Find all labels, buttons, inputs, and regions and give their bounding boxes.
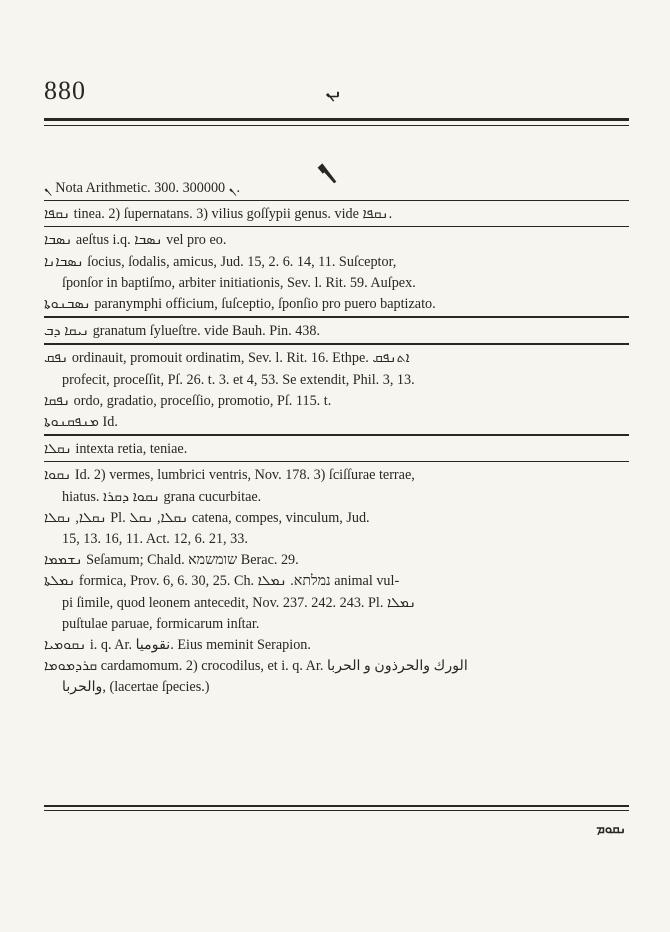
entry-line: 15, 13. 16, 11. Act. 12, 6. 21, 33. [62, 531, 248, 548]
entry-line: ܢܩܠܐ intexta retia, teniae. [44, 441, 188, 458]
entry-line: ſponſor in baptiſmo, arbiter initiationis, Sev. l. Rit. 59. Auſpex. [62, 274, 416, 291]
footer-rule-thick [44, 805, 629, 807]
entry-line: ܢܦܩ ordinauit, promouit ordinatim, Sev. l. Rit. 16. Ethpe. ܐܬܢܦܩ [44, 350, 410, 367]
entry-line: ﻭﺍﻟﺤﺮﺑﺎ, (lacertae ſpecies.) [62, 679, 210, 696]
entry-line: ܢܣܒܐ aeſtus i.q. ܢܣܒܐ vel pro eo. [44, 232, 227, 249]
entry-line: ܩܪܕܡܘܡܐ cardamomum. 2) crocodilus, et i. q. Ar. الورك والحرذون و الحربا [44, 658, 468, 675]
catchword: ܢܩܘܡ [596, 822, 626, 837]
entry-line: ܢܩܠܐ, ܢܩܠܐ Pl. ܢܩܠܐ, ܢܩܠ catena, compes, vinculum, Jud. [44, 509, 370, 526]
entry-line: hiatus. ܢܩܘܐ ܕܩܪܐ grana cucurbitae. [62, 488, 262, 505]
entry-line: ܢܣܒܐܢܐ ſocius, ſodalis, amicus, Jud. 15, 2. 6. 14, 11. Suſceptor, [44, 253, 397, 270]
dictionary-entries [44, 178, 629, 699]
entry-line: ܢܩܘܡܝܐ i. q. Ar. ﻧﻘﻮﻣﻴﺎ. Eius meminit Serapion. [44, 637, 311, 654]
entry-line: ܢ Nota Arithmetic. 300. ܢ 300000. [44, 180, 240, 196]
entry-line: profecit, proceſſit, Pſ. 26. t. 3. et 4, 53. Se extendit, Phil. 3, 13. [62, 371, 415, 388]
section-letter: ܢ [317, 144, 336, 181]
entry-line: ܡܢܦܩܢܘܬܐ Id. [44, 414, 118, 431]
header-rule-thin [44, 125, 629, 126]
entry-separator [44, 226, 629, 227]
entry-line: ܢܡܠܬܐ formica, Prov. 6, 6. 30, 25. Ch. נמלתא. ܢܡܠܐ animal vul- [44, 573, 400, 590]
entry-separator [44, 343, 629, 345]
entry-line: ܢܝܩܐ ܕܒ granatum ſylueſtre. vide Bauh. Pin. 438. [44, 323, 321, 340]
entry-line: puſtulae paruae, formicarum inſtar. [62, 615, 260, 632]
entry-line: ܢܦܩܐ ordo, gradatio, proceſſio, promotio, Pſ. 115. t. [44, 392, 332, 409]
entry-separator [44, 461, 629, 462]
entry-line: ܢܫܡܡܐ Seſamum; Chald. שומשמא Berac. 29. [44, 552, 299, 569]
running-head: ܢܢ [326, 85, 342, 101]
page-number: 880 [44, 76, 86, 105]
entry-line: ܢܣܒܢܘܬܐ paranymphi officium, ſuſceptio, ſponſio pro puero baptizato. [44, 296, 436, 313]
footer-rule-thin [44, 810, 629, 811]
entry-line: pi ſimile, quod leonem antecedit, Nov. 237. 242. 243. Pl. ܢܡܠܐ [62, 594, 417, 611]
header-rule-thick [44, 118, 629, 121]
entry-line: ܢܩܘܐ Id. 2) vermes, lumbrici ventris, Nov. 178. 3) ſciſſurae terrae, [44, 467, 415, 484]
entry-separator [44, 434, 629, 436]
entry-separator [44, 316, 629, 318]
entry-separator [44, 200, 629, 201]
entry-line: ܢܩܦܐ tinea. 2) ſupernatans. 3) vilius goſſypii genus. vide ܢܩܦܐ. [44, 206, 393, 223]
